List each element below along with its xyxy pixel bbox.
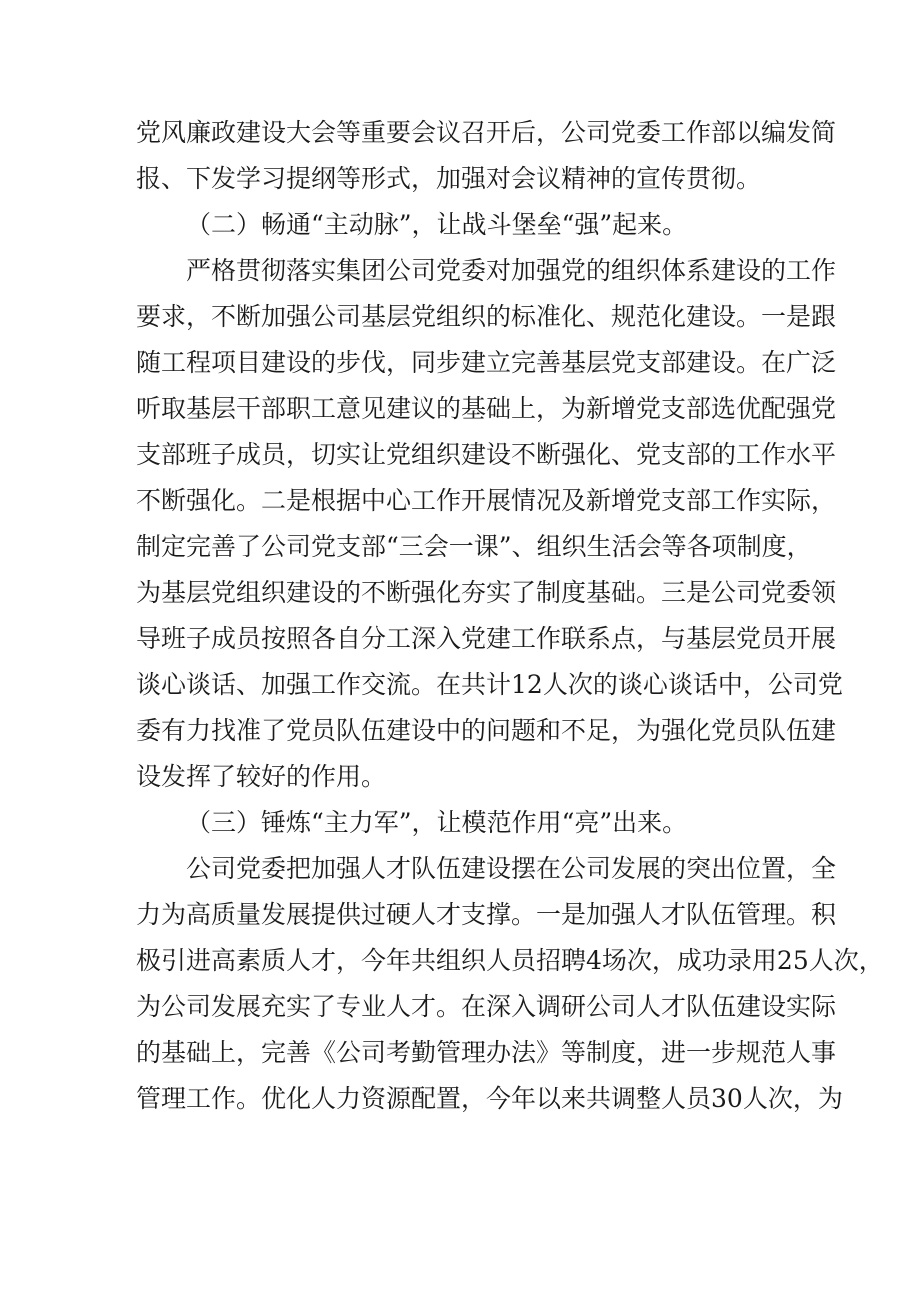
paragraph-1-line-1: 党风廉政建设大会等重要会议召开后，公司党委工作部以编发简 [136,118,837,147]
paragraph-2-line-7: 制定完善了公司党支部“三会一课”、组织生活会等各项制度， [136,532,812,561]
paragraph-3-line-6: 管理工作。优化人力资源配置，今年以来共调整人员30人次，为 [136,1084,843,1113]
paragraph-3-line-3: 极引进高素质人才，今年共组织人员招聘4场次，成功录用25人次， [136,946,884,975]
paragraph-3-line-5: 的基础上，完善《公司考勤管理办法》等制度，进一步规范人事 [136,1038,837,1067]
section-heading-2: （二）畅通“主动脉”，让战斗堡垒“强”起来。 [186,210,688,239]
paragraph-2-line-9: 导班子成员按照各自分工深入党建工作联系点，与基层党员开展 [136,624,837,653]
paragraph-2-line-12: 设发挥了较好的作用。 [136,762,387,791]
paragraph-2-line-8: 为基层党组织建设的不断强化夯实了制度基础。三是公司党委领 [136,578,837,607]
paragraph-2-line-10: 谈心谈话、加强工作交流。在共计12人次的谈心谈话中，公司党 [136,670,843,699]
paragraph-2-line-3: 随工程项目建设的步伐，同步建立完善基层党支部建设。在广泛 [136,348,837,377]
paragraph-2-line-1: 严格贯彻落实集团公司党委对加强党的组织体系建设的工作 [186,256,837,285]
paragraph-3-line-4: 为公司发展充实了专业人才。在深入调研公司人才队伍建设实际 [136,992,837,1021]
paragraph-2-line-11: 委有力找准了党员队伍建设中的问题和不足，为强化党员队伍建 [136,716,837,745]
section-heading-3: （三）锤炼“主力军”，让模范作用“亮”出来。 [186,808,688,837]
paragraph-2-line-2: 要求，不断加强公司基层党组织的标准化、规范化建设。一是跟 [136,302,837,331]
paragraph-2-line-5: 支部班子成员，切实让党组织建设不断强化、党支部的工作水平 [136,440,837,469]
paragraph-2-line-4: 听取基层干部职工意见建议的基础上，为新增党支部选优配强党 [136,394,837,423]
paragraph-1-line-2: 报、下发学习提纲等形式，加强对会议精神的宣传贯彻。 [136,164,762,193]
paragraph-3-line-2: 力为高质量发展提供过硬人才支撑。一是加强人才队伍管理。积 [136,900,837,929]
paragraph-3-line-1: 公司党委把加强人才队伍建设摆在公司发展的突出位置，全 [186,854,837,883]
paragraph-2-line-6: 不断强化。二是根据中心工作开展情况及新增党支部工作实际， [136,486,837,515]
